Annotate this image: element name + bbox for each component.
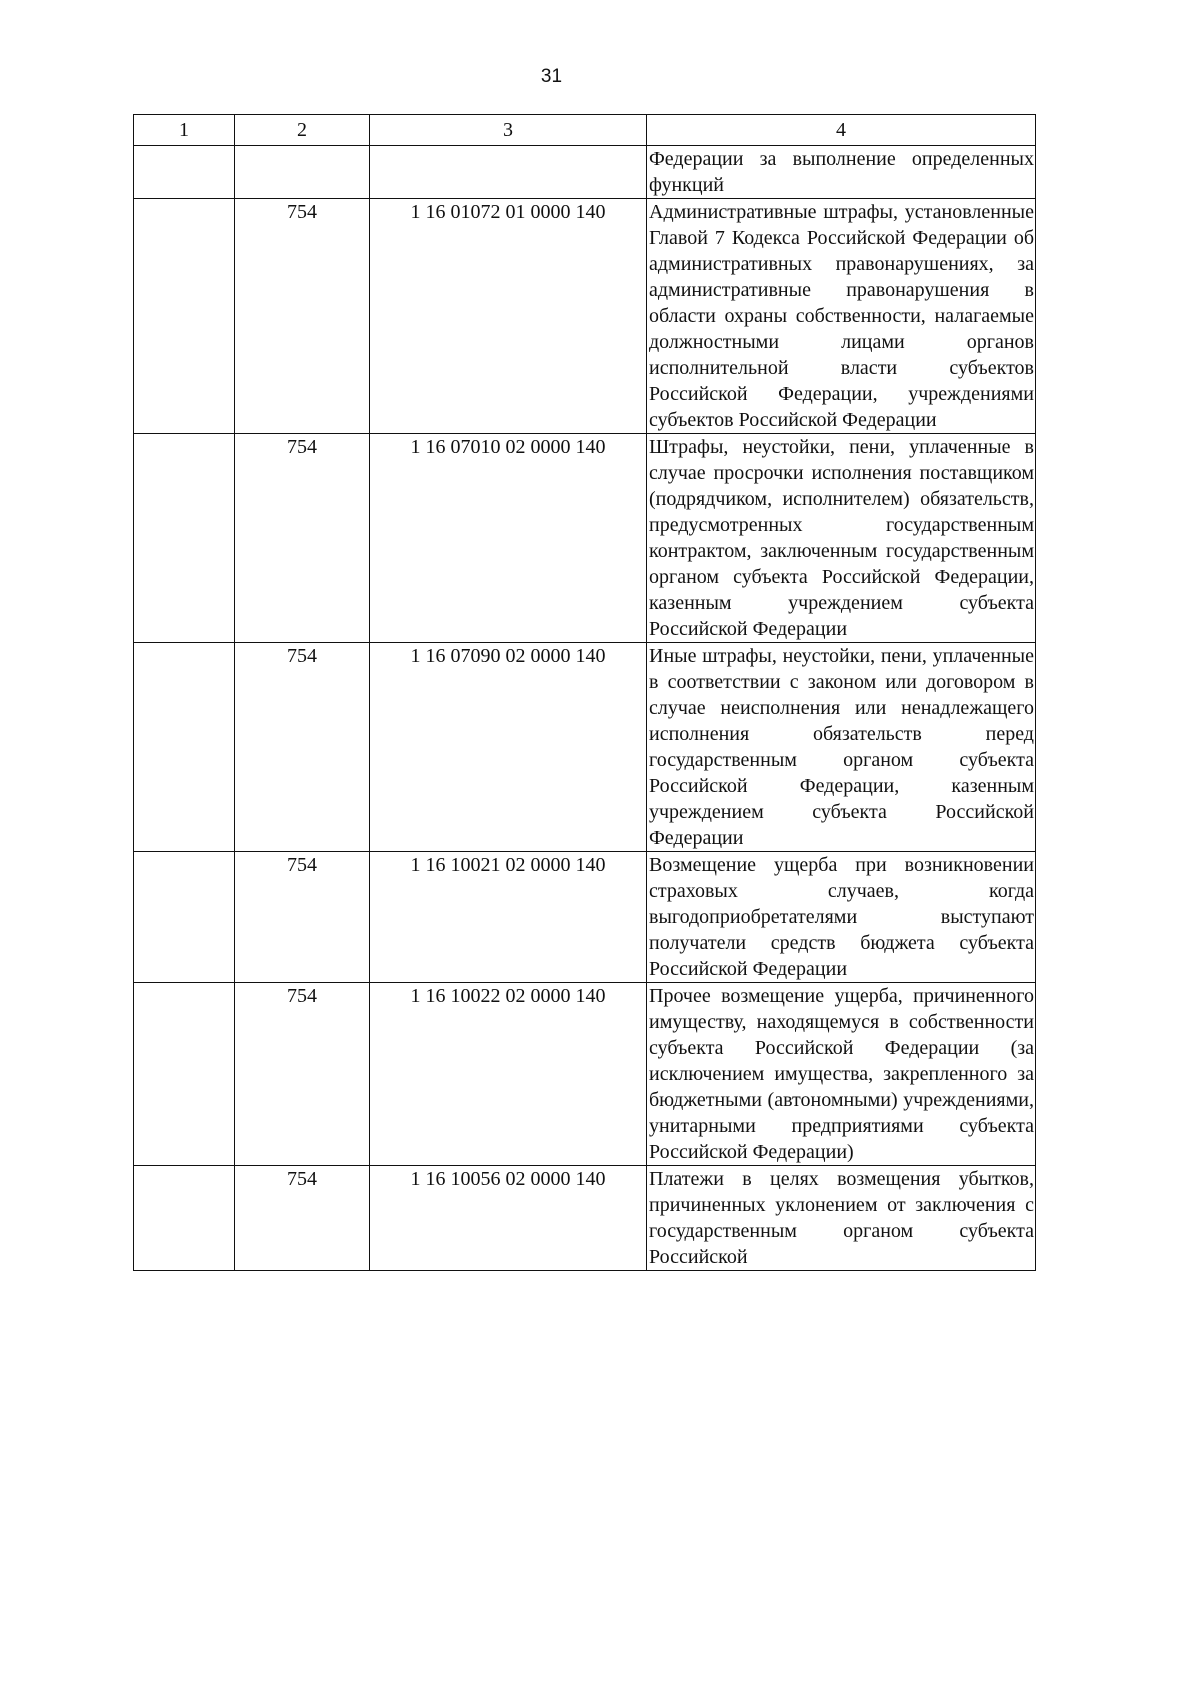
- row-cell-1: [134, 199, 235, 434]
- budget-codes-table: [133, 114, 1036, 1271]
- table-header-row: [134, 115, 1036, 146]
- column-header-3: 3: [370, 115, 647, 146]
- table-row: [134, 983, 1036, 1166]
- row-cell-1: [134, 983, 235, 1166]
- revenue-name-cell: Штрафы, неустойки, пени, уплаченные в случае просрочки исполнения поставщиком (подрядчиком, исполнителем) обязательств, предусмотренных государственным контрактом, заключенным государственным органом субъекта Российской Федерации, казенным учреждением субъекта Российской Федерации: [647, 434, 1036, 643]
- budget-code-cell: 1 16 10056 02 0000 140: [370, 1166, 647, 1271]
- admin-code-cell: 754: [235, 434, 370, 643]
- row-cell-1: [134, 146, 235, 199]
- column-header-1: 1: [134, 115, 235, 146]
- column-header-2: 2: [235, 115, 370, 146]
- table-row: [134, 146, 1036, 199]
- admin-code-cell: 754: [235, 983, 370, 1166]
- revenue-name-cell: Административные штрафы, установленные Главой 7 Кодекса Российской Федерации об административных правонарушениях, за административные правонарушения в области охраны собственности, налагаемые должностными лицами органов исполнительной власти субъектов Российской Федерации, учреждениями субъектов Российской Федерации: [647, 199, 1036, 434]
- admin-code-cell: [235, 146, 370, 199]
- budget-code-cell: 1 16 10021 02 0000 140: [370, 852, 647, 983]
- table-row: [134, 643, 1036, 852]
- revenue-name-cell: Платежи в целях возмещения убытков, причиненных уклонением от заключения с государственным органом субъекта Российской: [647, 1166, 1036, 1271]
- admin-code-cell: 754: [235, 643, 370, 852]
- row-cell-1: [134, 434, 235, 643]
- budget-code-cell: 1 16 07090 02 0000 140: [370, 643, 647, 852]
- page-number: 31: [540, 66, 563, 87]
- table-row: [134, 852, 1036, 983]
- revenue-name-cell: Иные штрафы, неустойки, пени, уплаченные в соответствии с законом или договором в случае неисполнения или ненадлежащего исполнения обязательств перед государственным органом субъекта Российской Федерации, казенным учреждением субъекта Российской Федерации: [647, 643, 1036, 852]
- admin-code-cell: 754: [235, 1166, 370, 1271]
- column-header-4: 4: [647, 115, 1036, 146]
- budget-code-cell: 1 16 10022 02 0000 140: [370, 983, 647, 1166]
- table-row: [134, 199, 1036, 434]
- admin-code-cell: 754: [235, 199, 370, 434]
- budget-code-cell: 1 16 01072 01 0000 140: [370, 199, 647, 434]
- revenue-name-cell: Возмещение ущерба при возникновении страховых случаев, когда выгодоприобретателями выступают получатели средств бюджета субъекта Российской Федерации: [647, 852, 1036, 983]
- admin-code-cell: 754: [235, 852, 370, 983]
- revenue-name-cell: Прочее возмещение ущерба, причиненного имуществу, находящемуся в собственности субъекта Российской Федерации (за исключением имущества, закрепленного за бюджетными (автономными) учреждениями, унитарными предприятиями субъекта Российской Федерации): [647, 983, 1036, 1166]
- row-cell-1: [134, 852, 235, 983]
- revenue-name-cell: Федерации за выполнение определенных функций: [647, 146, 1036, 199]
- budget-code-cell: 1 16 07010 02 0000 140: [370, 434, 647, 643]
- row-cell-1: [134, 1166, 235, 1271]
- table-row: [134, 1166, 1036, 1271]
- row-cell-1: [134, 643, 235, 852]
- budget-code-cell: [370, 146, 647, 199]
- table-row: [134, 434, 1036, 643]
